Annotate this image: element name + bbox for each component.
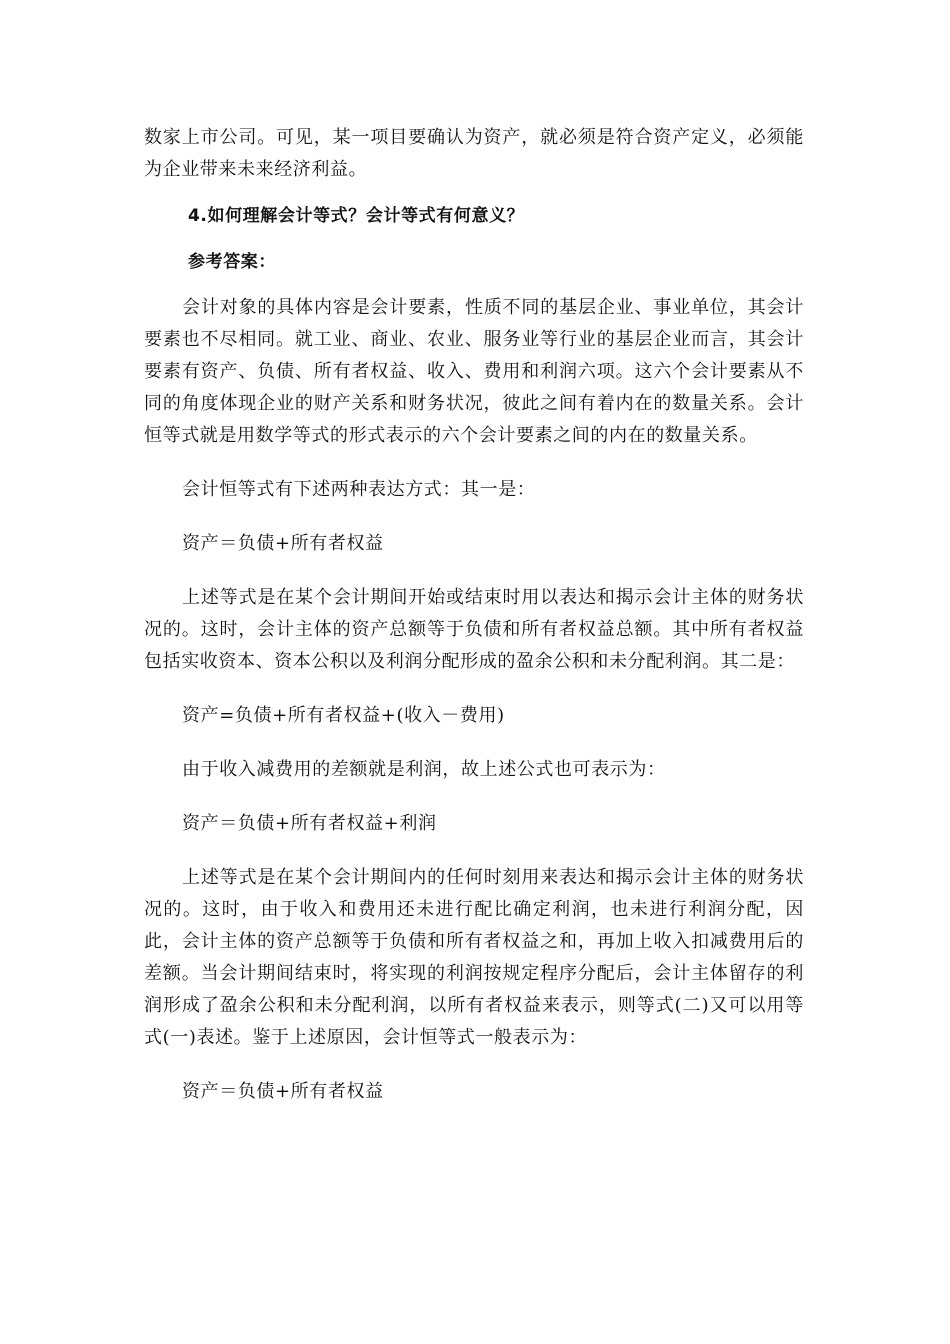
formula-2: 资产=负债+所有者权益+(收入－费用): [182, 705, 505, 726]
document-page: [144, 122, 804, 1108]
form-1-explanation-paragraph: 上述等式是在某个会计期间开始或结束时用以表达和揭示会计主体的财务状况的。这时，会计主体的资产总额等于负债和所有者权益总额。其中所有者权益包括实收资本、资本公积以及利润分配形成的盈余公积和未分配利润。其二是：: [144, 587, 804, 672]
form-2-explanation-paragraph: 上述等式是在某个会计期间内的任何时刻用来表达和揭示会计主体的财务状况的。这时，由于收入和费用还未进行配比确定利润，也未进行利润分配，因此，会计主体的资产总额等于负债和所有者权益之和，再加上收入扣减费用后的差额。当会计期间结束时，将实现的利润按规定程序分配后，会计主体留存的利润形成了盈余公积和未分配利润，以所有者权益来表示，则等式(二)又可以用等式(一)表述。鉴于上述原因，会计恒等式一般表示为：: [144, 867, 804, 1048]
profit-paragraph: 由于收入减费用的差额就是利润，故上述公式也可表示为：: [182, 759, 666, 780]
formula-1: 资产＝负债+所有者权益: [182, 533, 384, 554]
question-4-heading: 4.如何理解会计等式？会计等式有何意义？: [188, 206, 525, 226]
answer-label: 参考答案：: [188, 252, 276, 272]
formula-3: 资产＝负债+所有者权益+利润: [182, 813, 437, 834]
two-forms-paragraph: 会计恒等式有下述两种表达方式：其一是：: [182, 479, 536, 500]
intro-paragraph: 数家上市公司。可见，某一项目要确认为资产，就必须是符合资产定义，必须能为企业带来未来经济利益。: [144, 127, 804, 180]
formula-4: 资产＝负债+所有者权益: [182, 1081, 384, 1102]
accounting-elements-paragraph: 会计对象的具体内容是会计要素，性质不同的基层企业、事业单位，其会计要素也不尽相同。就工业、商业、农业、服务业等行业的基层企业而言，其会计要素有资产、负债、所有者权益、收入、费用和利润六项。这六个会计要素从不同的角度体现企业的财产关系和财务状况，彼此之间有着内在的数量关系。会计恒等式就是用数学等式的形式表示的六个会计要素之间的内在的数量关系。: [144, 297, 804, 446]
